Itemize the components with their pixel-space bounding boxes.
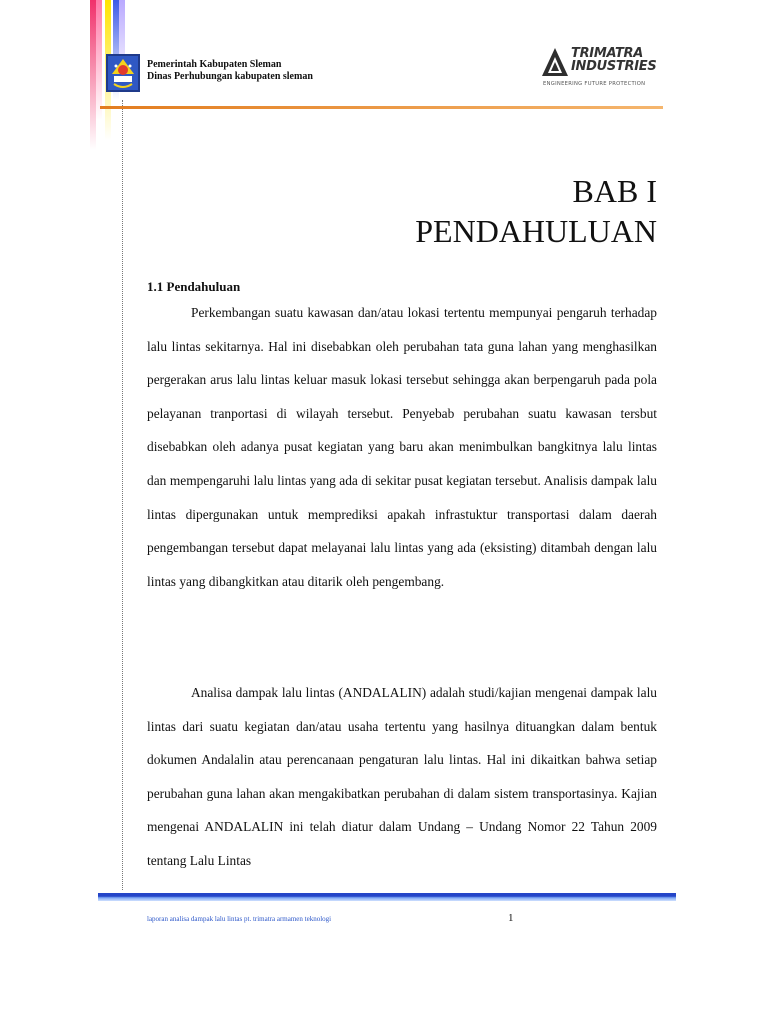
logo-tagline: ENGINEERING FUTURE PROTECTION	[543, 81, 646, 87]
footer-text: laporan analisa dampak lalu lintas pt. trimatra armamen teknologi	[147, 915, 332, 923]
logo-name-line1: TRIMATRA	[571, 46, 644, 61]
organization-name: Pemerintah Kabupaten Sleman	[147, 59, 282, 70]
footer-bar	[98, 893, 676, 901]
sleman-emblem-icon	[106, 54, 140, 92]
chapter-number: BAB I	[572, 173, 657, 209]
department-name: Dinas Perhubungan kabupaten sleman	[147, 71, 313, 82]
body-paragraph: Analisa dampak lalu lintas (ANDALALIN) adalah studi/kajian mengenai dampak lalu lintas dari suatu kegiatan dan/atau usaha tertentu yang hasilnya dituangkan dalam bentuk dokumen Andalalin atau perencanaan pengaturan lalu lintas. Hal ini dikaitkan bahwa setiap perubahan guna lahan akan mengakibatkan perubahan di dalam sistem transportasinya. Kajian mengenai ANDALALIN ini telah diatur dalam Undang – Undang Nomor 22 Tahun 2009 tentang Lalu Lintas	[147, 685, 657, 868]
header-rule	[100, 106, 663, 109]
trimatra-logo	[541, 46, 657, 92]
decorative-stripe-pink	[96, 0, 102, 120]
margin-dotted-line	[122, 100, 123, 890]
page-number: 1	[508, 912, 514, 924]
chapter-title: PENDAHULUAN	[415, 213, 657, 249]
body-paragraph: Perkembangan suatu kawasan dan/atau lokasi tertentu mempunyai pengaruh terhadap lalu lintas sekitarnya. Hal ini disebabkan oleh perubahan tata guna lahan yang menghasilkan pergerakan arus lalu lintas keluar masuk lokasi tersebut sehingga akan berpengaruh pada pola pelayanan tranportasi di wilayah tersebut. Penyebab perubahan suatu kawasan tersbut disebabkan oleh adanya pusat kegiatan yang baru akan menimbulkan bangkitnya lalu lintas dan mempengaruhi lalu lintas yang ada di sekitar pusat kegiatan tersebut. Analisis dampak lalu lintas dipergunakan untuk memprediksi apakah infrastuktur transportasi dalam daerah pengembangan tersebut dapat melayanai lalu lintas yang ada (eksisting) ditambah dengan lalu lintas yang dibangkitkan atau ditarik oleh pengembang.	[147, 305, 657, 589]
triangle-logo-icon	[541, 47, 569, 77]
header-organization	[147, 59, 313, 83]
logo-name-line2: INDUSTRIES	[571, 59, 657, 74]
section-heading: 1.1 Pendahuluan	[147, 279, 241, 294]
logo-name	[571, 47, 656, 73]
